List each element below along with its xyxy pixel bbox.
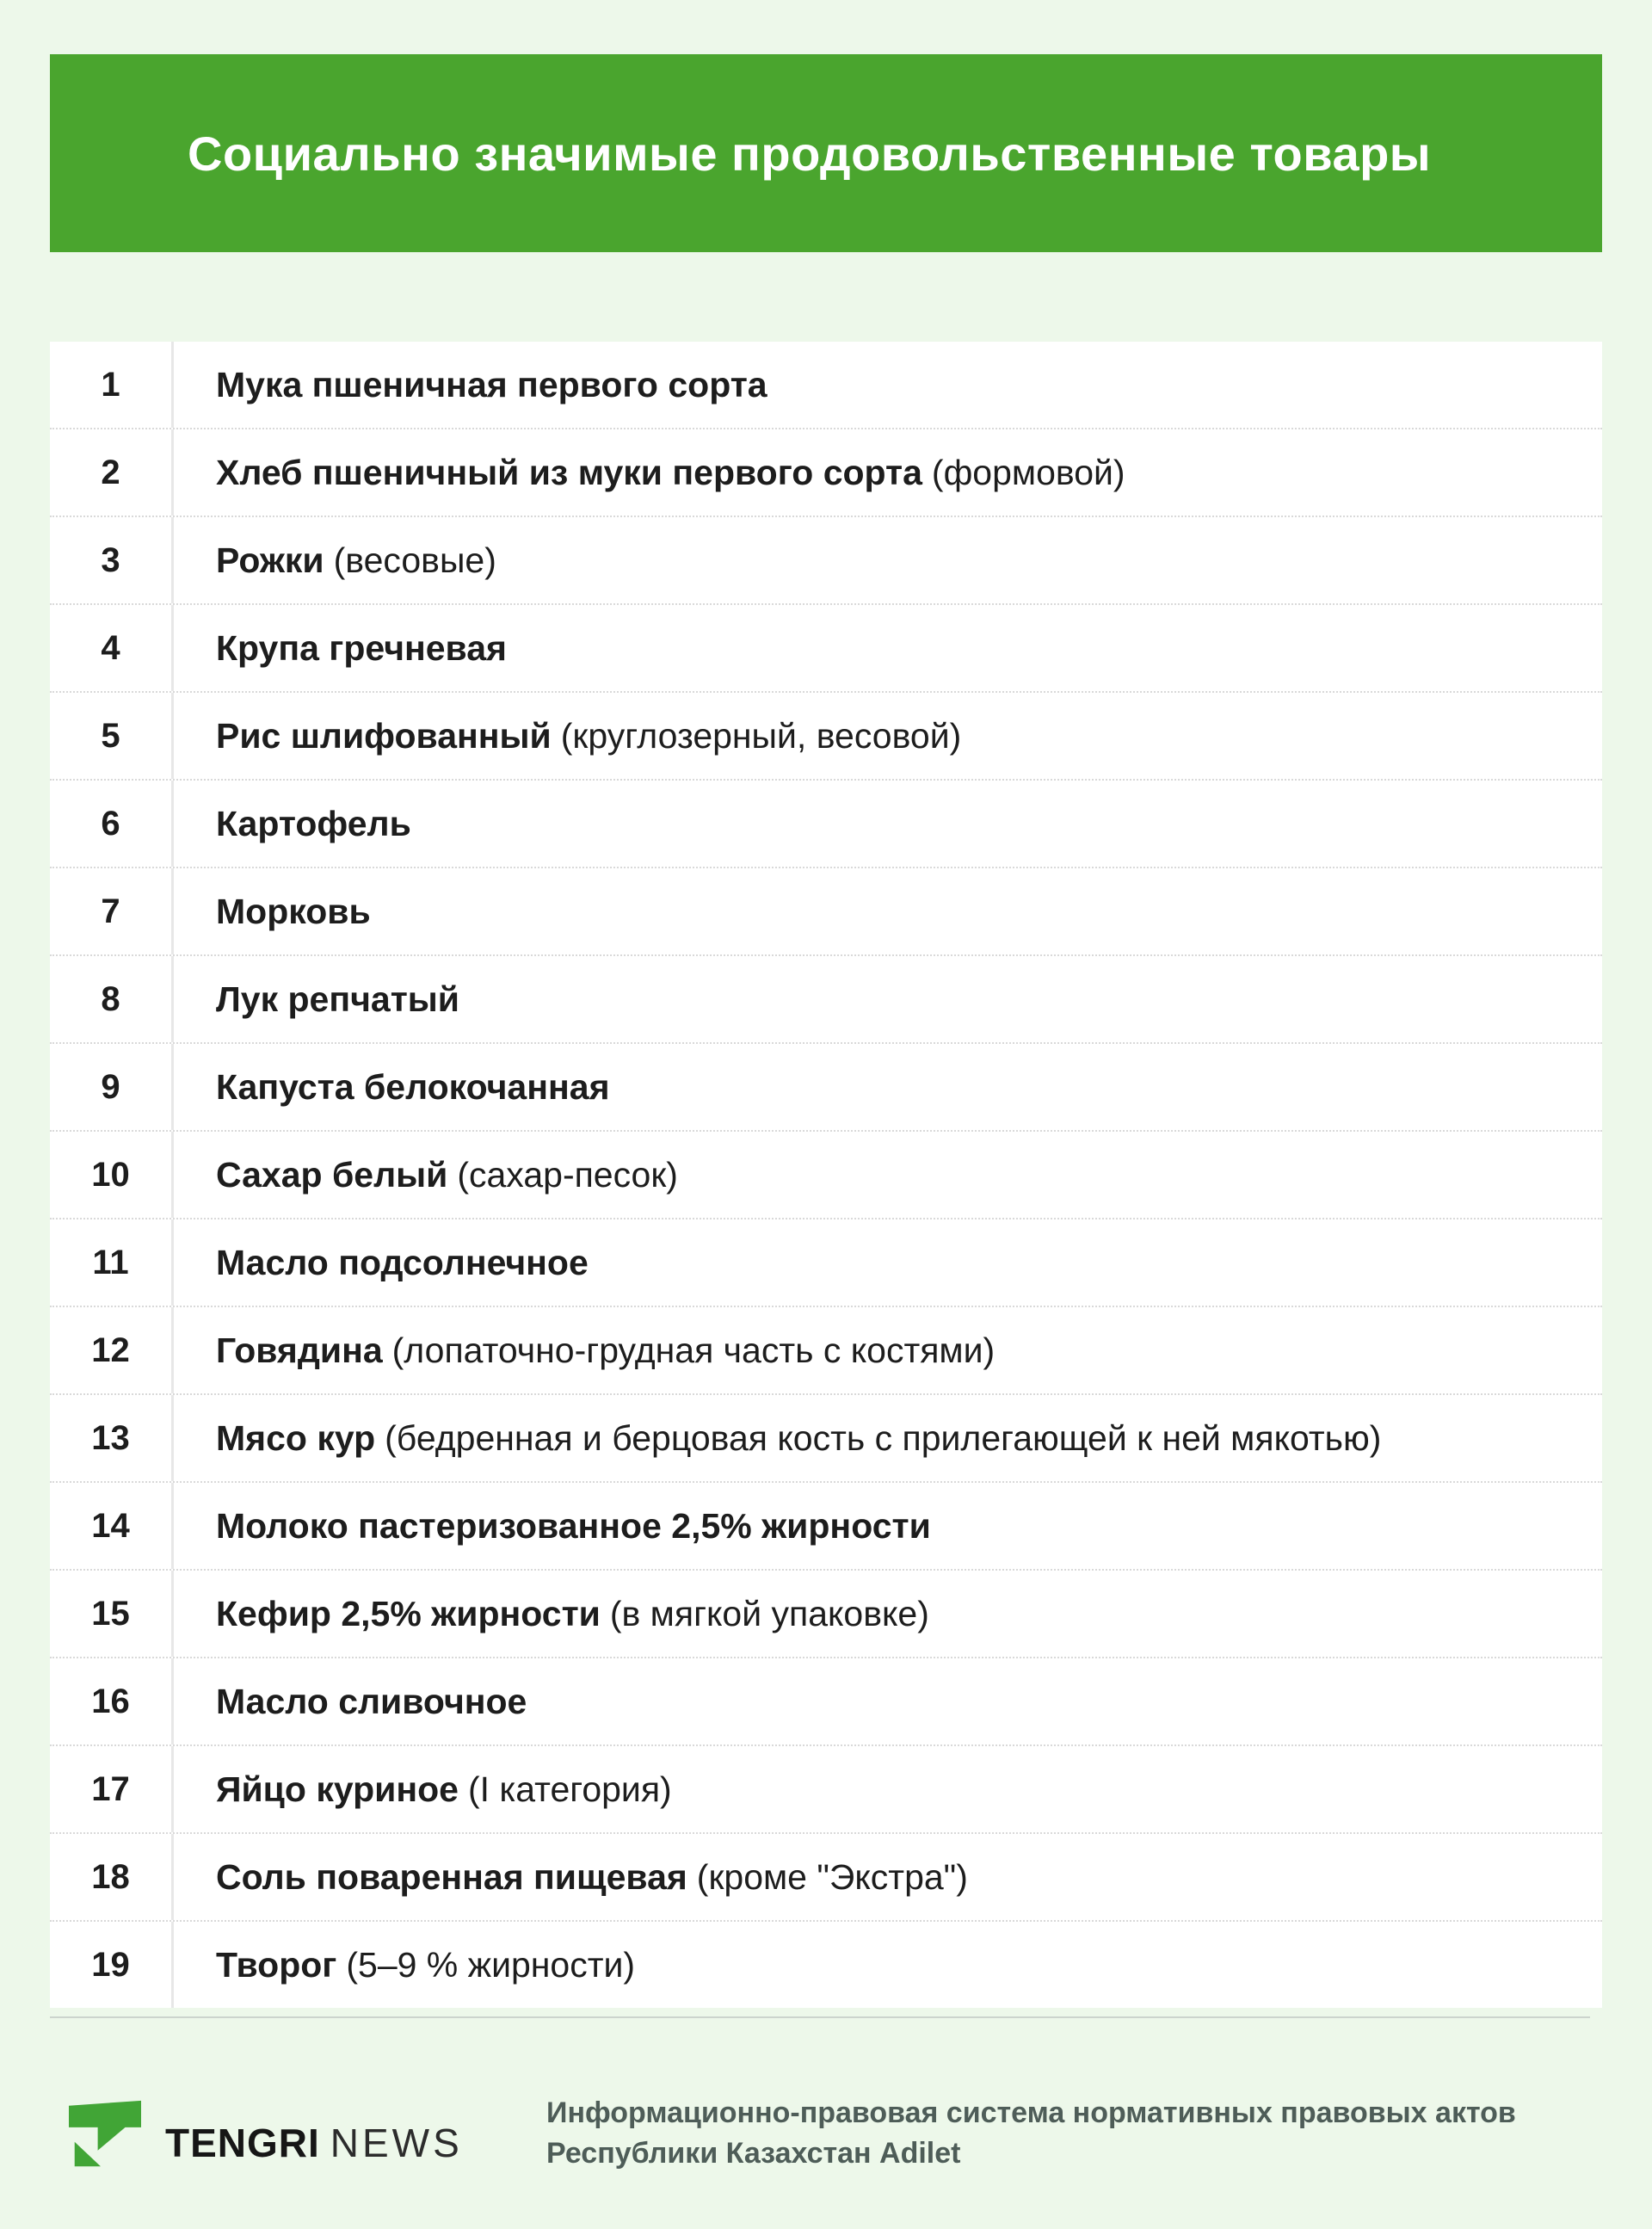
item-note: (кроме "Экстра") [696,1856,968,1897]
item-note: (в мягкой упаковке) [609,1593,929,1633]
item-text [174,781,421,867]
tengrinews-logo [69,2096,463,2176]
item-number: 3 [50,517,174,603]
item-number: 19 [50,1922,174,2008]
item-name: Картофель [216,803,411,843]
item-name: Хлеб пшеничный из муки первого сорта [216,452,922,492]
item-name: Мясо кур [216,1417,376,1458]
source-attribution [546,2093,1516,2174]
item-note: (сахар-песок) [457,1154,678,1195]
item-number: 1 [50,342,174,428]
item-note: (круглозерный, весовой) [560,715,962,756]
item-name: Яйцо куриное [216,1769,459,1809]
table-row [50,1571,1602,1658]
source-line-1: Информационно-правовая система нормативных правовых актов [546,2096,1516,2129]
item-name: Мука пшеничная первого сорта [216,364,767,404]
item-number: 9 [50,1044,174,1130]
item-number: 15 [50,1571,174,1657]
products-table [50,342,1602,2008]
tengrinews-flag-icon [69,2096,141,2176]
table-row [50,605,1602,693]
table-row [50,1834,1602,1922]
item-text [174,1571,929,1657]
item-number: 17 [50,1746,174,1832]
item-name: Крупа гречневая [216,627,507,668]
table-row [50,693,1602,781]
item-text [174,1044,620,1130]
table-row [50,1922,1602,2008]
item-number: 8 [50,956,174,1042]
table-row [50,429,1602,517]
item-text [174,1132,678,1218]
item-text [174,1834,968,1920]
item-number: 5 [50,693,174,779]
tengrinews-wordmark [165,2120,463,2166]
item-text [174,1307,995,1393]
item-note: (I категория) [467,1769,672,1809]
table-row [50,1395,1602,1483]
item-note: (бедренная и берцовая кость с прилегающей к ней мякотью) [385,1417,1382,1458]
item-number: 4 [50,605,174,691]
table-row [50,956,1602,1044]
item-name: Соль поваренная пищевая [216,1856,687,1897]
item-number: 11 [50,1219,174,1306]
item-name: Морковь [216,891,371,931]
table-row [50,781,1602,868]
item-number: 12 [50,1307,174,1393]
header-banner [50,54,1602,252]
item-number: 2 [50,429,174,516]
item-number: 13 [50,1395,174,1481]
table-row [50,1483,1602,1571]
item-text [174,693,961,779]
item-text [174,956,469,1042]
table-row [50,1746,1602,1834]
source-line-2: Республики Казахстан Adilet [546,2137,961,2170]
table-row [50,342,1602,429]
table-row [50,517,1602,605]
page-title: Социально значимые продовольственные товары [188,126,1432,181]
item-number: 14 [50,1483,174,1569]
item-text [174,342,777,428]
table-row [50,1132,1602,1219]
item-number: 10 [50,1132,174,1218]
item-name: Молоко пастеризованное 2,5% жирности [216,1505,931,1546]
item-note: (5–9 % жирности) [346,1944,636,1985]
table-row [50,1658,1602,1746]
item-name: Рис шлифованный [216,715,552,756]
table-row [50,1307,1602,1395]
item-number: 7 [50,868,174,954]
footer [0,2091,1652,2229]
item-name: Творог [216,1944,337,1985]
item-text [174,1483,940,1569]
item-name: Масло сливочное [216,1681,527,1721]
item-name: Капуста белокочанная [216,1066,610,1107]
item-name: Масло подсолнечное [216,1242,589,1282]
footer-divider [50,2016,1590,2018]
item-name: Кефир 2,5% жирности [216,1593,601,1633]
item-note: (формовой) [931,452,1125,492]
item-number: 18 [50,1834,174,1920]
item-text [174,1922,635,2008]
item-text [174,1746,672,1832]
table-row [50,1219,1602,1307]
item-number: 6 [50,781,174,867]
table-row [50,868,1602,956]
item-note: (весовые) [333,540,496,580]
item-name: Сахар белый [216,1154,448,1195]
brand-primary: TENGRI [165,2121,320,2165]
item-text [174,1219,598,1306]
item-text [174,517,496,603]
item-number: 16 [50,1658,174,1744]
item-text [174,1395,1381,1481]
item-text [174,868,380,954]
item-name: Говядина [216,1330,383,1370]
item-text [174,429,1125,516]
table-row [50,1044,1602,1132]
item-name: Рожки [216,540,324,580]
item-text [174,1658,536,1744]
item-note: (лопаточно-грудная часть с костями) [391,1330,996,1370]
brand-secondary: NEWS [330,2121,463,2165]
item-text [174,605,516,691]
item-name: Лук репчатый [216,979,459,1019]
